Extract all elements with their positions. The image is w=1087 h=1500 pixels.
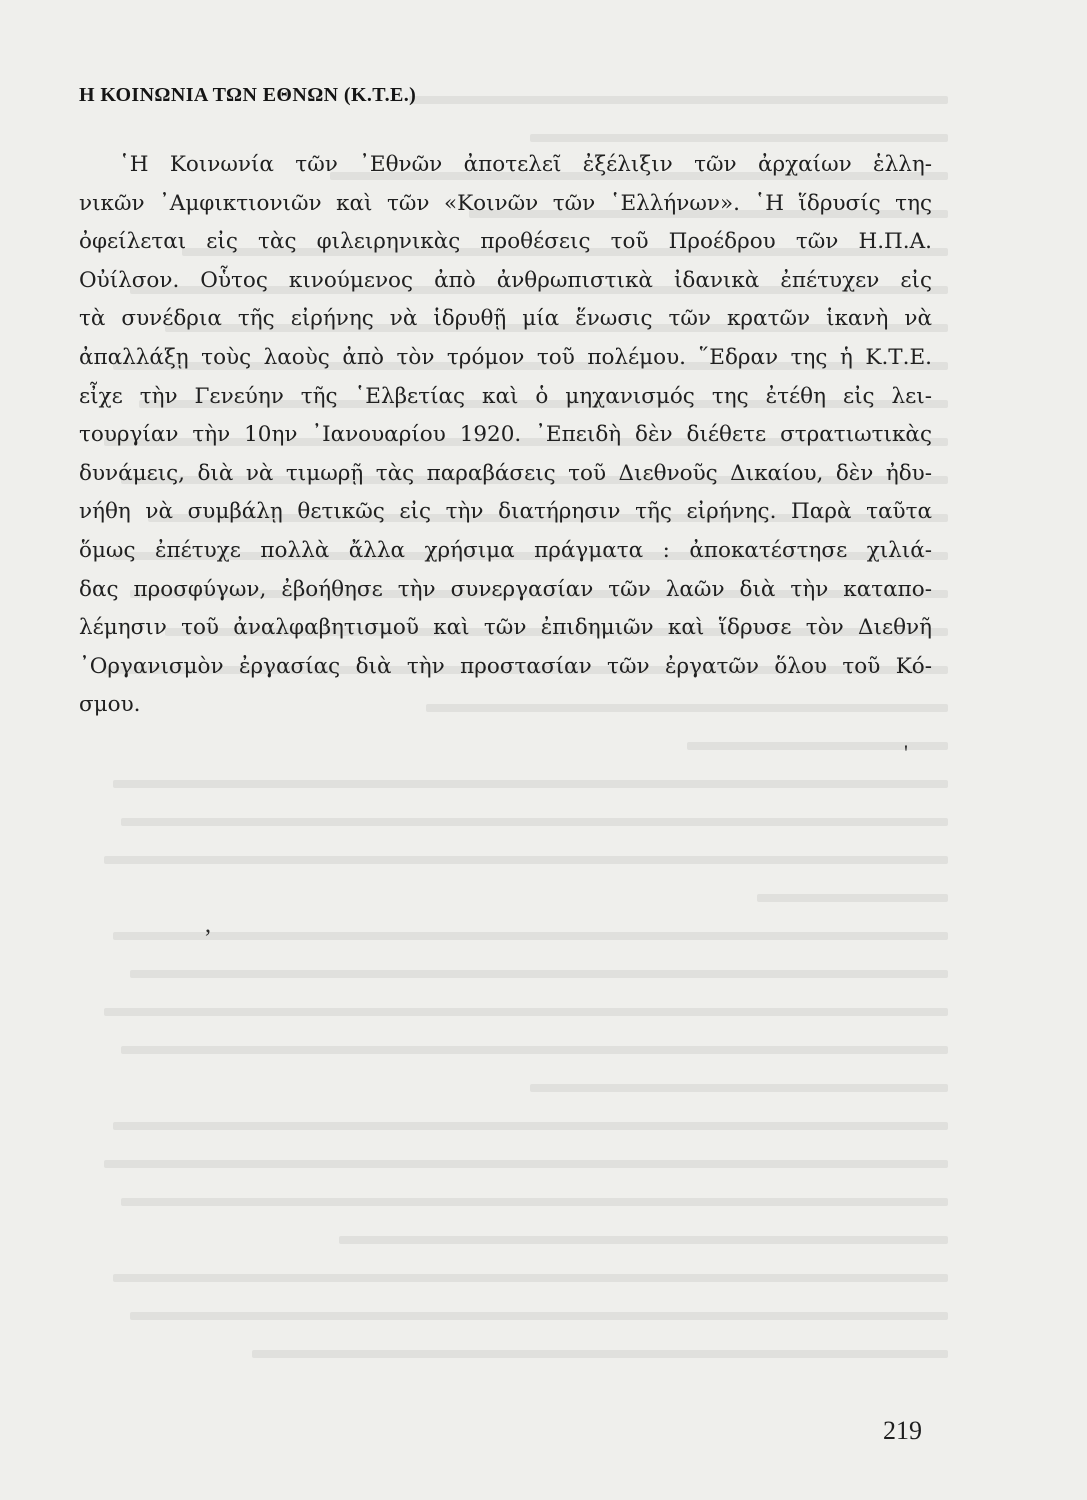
paragraph-line: ὀφείλεται εἰς τὰς φιλειρηνικὰς προθέσεις τοῦ Προέδρου τῶν Η.Π.Α. [79, 229, 932, 255]
paragraph-line: δας προσφύγων, ἐβοήθησε τὴν συνεργασίαν τῶν λαῶν διὰ τὴν καταπο- [79, 576, 932, 602]
body-paragraph [79, 146, 932, 725]
paragraph-line: ὅμως ἐπέτυχε πολλὰ ἄλλα χρήσιμα πράγματα : ἀποκατέστησε χιλιά- [79, 537, 932, 563]
paragraph-line: εἶχε τὴν Γενεύην τῆς ῾Ελβετίας καὶ ὁ μηχανισμός της ἐτέθη εἰς λει- [79, 383, 932, 409]
section-heading: Η ΚΟΙΝΩΝΙΑ ΤΩΝ ΕΘΝΩΝ (Κ.Τ.Ε.) [79, 84, 417, 106]
paragraph-line: ῾Η Κοινωνία τῶν ᾿Εθνῶν ἀποτελεῖ ἐξέλιξιν τῶν ἀρχαίων ἑλλη- [119, 152, 932, 177]
page-number: 219 [883, 1416, 922, 1445]
paragraph-line: νικῶν ᾿Αμφικτιονιῶν καὶ τῶν «Κοινῶν τῶν ῾Ελλήνων». ῾Η ἵδρυσίς της [79, 190, 932, 216]
paragraph-line: σμου. [79, 692, 141, 718]
paragraph-line: νήθη νὰ συμβάλῃ θετικῶς εἰς τὴν διατήρησιν τῆς εἰρήνης. Παρὰ ταῦτα [79, 499, 932, 525]
stray-ink-mark: , [205, 912, 211, 938]
paragraph-line: Οὐίλσον. Οὗτος κινούμενος ἀπὸ ἀνθρωπιστικὰ ἰδανικὰ ἐπέτυχεν εἰς [79, 267, 932, 293]
paragraph-line: λέμησιν τοῦ ἀναλφαβητισμοῦ καὶ τῶν ἐπιδημιῶν καὶ ἵδρυσε τὸν Διεθνῆ [79, 615, 932, 641]
stray-ink-mark: ' [904, 740, 908, 765]
paragraph-line: ᾿Οργανισμὸν ἐργασίας διὰ τὴν προστασίαν τῶν ἐργατῶν ὅλου τοῦ Κό- [79, 653, 932, 679]
paragraph-line: τουργίαν τὴν 10ην ᾿Ιανουαρίου 1920. ᾿Επειδὴ δὲν διέθετε στρατιωτικὰς [79, 422, 932, 448]
paragraph-line: ἀπαλλάξῃ τοὺς λαοὺς ἀπὸ τὸν τρόμον τοῦ πολέμου. ῞Εδραν της ἡ Κ.Τ.Ε. [79, 344, 932, 370]
paragraph-line: δυνάμεις, διὰ νὰ τιμωρῇ τὰς παραβάσεις τοῦ Διεθνοῦς Δικαίου, δὲν ἠδυ- [79, 460, 932, 486]
paragraph-line: τὰ συνέδρια τῆς εἰρήνης νὰ ἱδρυθῇ μία ἕνωσις τῶν κρατῶν ἱκανὴ νὰ [79, 306, 932, 332]
